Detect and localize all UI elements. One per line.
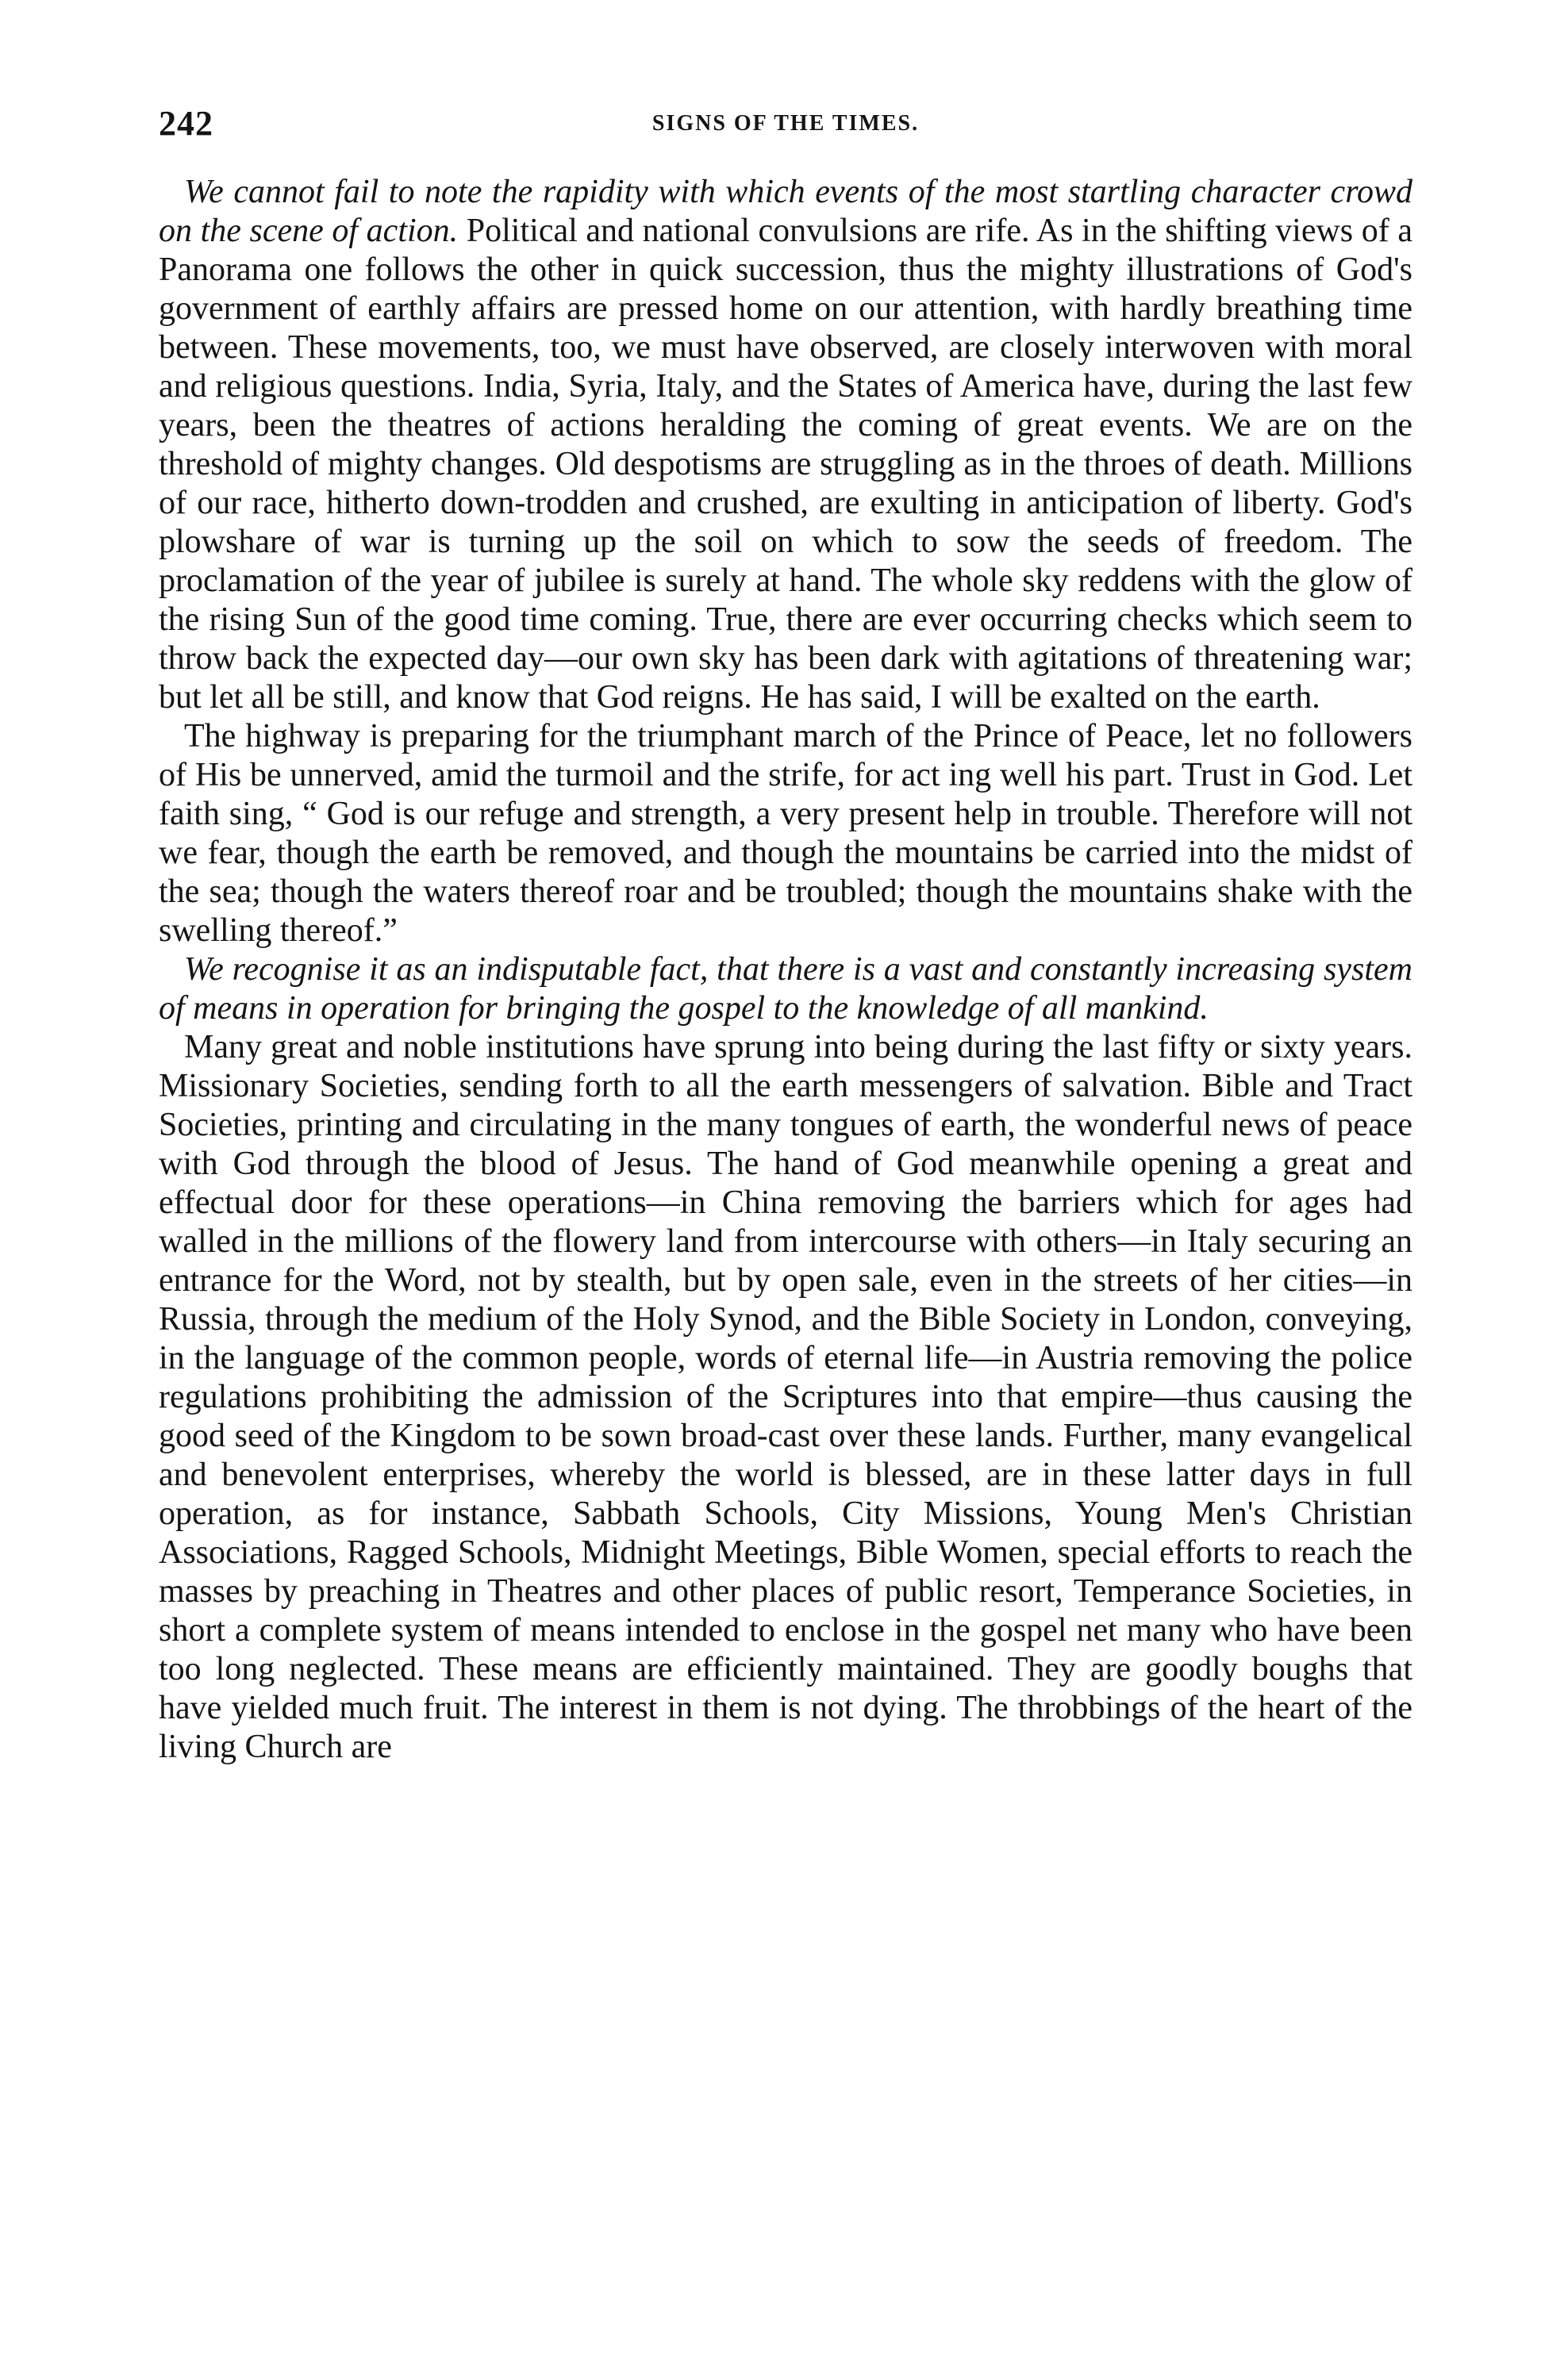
- paragraph-1-text: Political and national convulsions are rife. As in the shifting views of a Panorama one follows the other in quick succession, thus the mighty illustrations of God's government of earthly affairs are pressed home on our attention, with hardly breathing time between. These movements, too, we must have observed, are closely interwoven with moral and religious questions. India, Syria, Italy, and the States of America have, during the last few years, been the theatres of actions heralding the coming of great events. We are on the threshold of mighty changes. Old despotisms are struggling as in the throes of death. Millions of our race, hitherto down-trodden and crushed, are exulting in anticipation of liberty. God's plowshare of war is turning up the soil on which to sow the seeds of freedom. The proclamation of the year of jubilee is surely at hand. The whole sky reddens with the glow of the rising Sun of the good time coming. True, there are ever occurring checks which seem to throw back the expected day—our own sky has been dark with agitations of threatening war; but let all be still, and know that God reigns. He has said, I will be exalted on the earth.: [159, 213, 1412, 716]
- page-number: 242: [159, 104, 213, 143]
- paragraph-3: [159, 950, 1412, 1028]
- book-page: [159, 95, 1412, 1767]
- running-title: SIGNS OF THE TIMES.: [651, 111, 920, 136]
- paragraph-2: [159, 717, 1412, 950]
- paragraph-3-lead: We recognise it as an indisputable fact, that there is a vast and constantly increasing system of means in operation for bringing the gospel to the knowledge of all mankind.: [159, 951, 1412, 1027]
- paragraph-4-text: Many great and noble institutions have sprung into being during the last fifty or sixty years. Missionary Societies, sending forth to all the earth messengers of salvation. Bible and Tract Societies, printing and circulating in the many tongues of earth, the wonderful news of peace with God through the blood of Jesus. The hand of God meanwhile opening a great and effectual door for these operations—in China removing the barriers which for ages had walled in the millions of the flowery land from intercourse with others—in Italy securing an entrance for the Word, not by stealth, but by open sale, even in the streets of her cities—in Russia, through the medium of the Holy Synod, and the Bible Society in London, conveying, in the language of the common people, words of eternal life—in Austria removing the police regulations prohibiting the admission of the Scriptures into that empire—thus causing the good seed of the Kingdom to be sown broad-cast over these lands. Further, many evangelical and benevolent enterprises, whereby the world is blessed, are in these latter days in full operation, as for instance, Sabbath Schools, City Missions, Young Men's Christian Associations, Ragged Schools, Midnight Meetings, Bible Women, special efforts to reach the masses by preaching in Theatres and other places of public resort, Temperance Societies, in short a complete system of means intended to enclose in the gospel net many who have been too long neglected. These means are efficiently maintained. They are goodly boughs that have yielded much fruit. The interest in them is not dying. The throbbings of the heart of the living Church are: [159, 1029, 1412, 1765]
- paragraph-2-text: The highway is preparing for the triumphant march of the Prince of Peace, let no followers of His be unnerved, amid the turmoil and the strife, for act ing well his part. Trust in God. Let faith sing, “ God is our refuge and strength, a very present help in trouble. Therefore will not we fear, though the earth be removed, and though the mountains be carried into the midst of the sea; though the waters thereof roar and be troubled; though the mountains shake with the swelling thereof.”: [159, 718, 1412, 949]
- paragraph-1-lead: We cannot fail to note the rapidity with which events of the most startling character crowd on the scene of action.: [159, 174, 1412, 249]
- paragraph-4: [159, 1028, 1412, 1767]
- paragraph-1: [159, 173, 1412, 717]
- running-head: [159, 95, 1412, 159]
- body-text: [159, 173, 1412, 1767]
